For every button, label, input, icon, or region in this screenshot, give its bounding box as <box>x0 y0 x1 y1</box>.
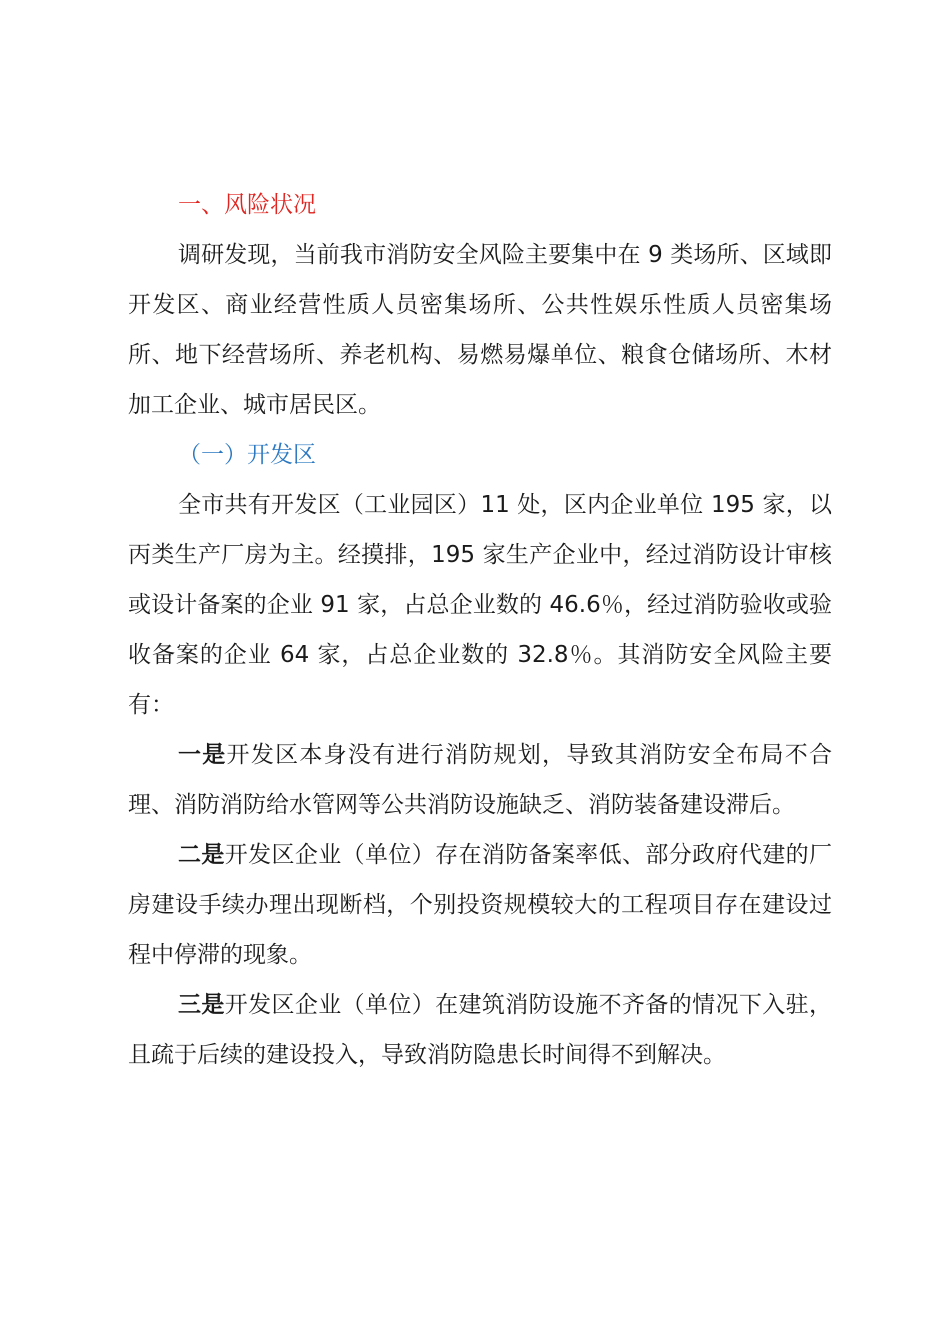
risk-point-3-lead: 三是 <box>178 992 225 1018</box>
risk-point-3 <box>128 980 832 1080</box>
risk-point-1-text: 开发区本身没有进行消防规划，导致其消防安全布局不合理、消防消防给水管网等公共消防设施缺乏、消防装备建设滞后。 <box>128 742 833 818</box>
risk-point-2-text: 开发区企业（单位）存在消防备案率低、部分政府代建的厂房建设手续办理出现断档，个别投资规模较大的工程项目存在建设过程中停滞的现象。 <box>128 842 833 968</box>
stats-paragraph: 全市共有开发区（工业园区）11 处，区内企业单位 195 家，以丙类生产厂房为主。经摸排，195 家生产企业中，经过消防设计审核或设计备案的企业 91 家，占总企业数的 46.6％，经过消防验收或验收备案的企业 64 家，占总企业数的 32.8％。其消防安全风险主要有： <box>128 492 832 718</box>
intro-paragraph: 调研发现，当前我市消防安全风险主要集中在 9 类场所、区域即开发区、商业经营性质人员密集场所、公共性娱乐性质人员密集场所、地下经营场所、养老机构、易燃易爆单位、粮食仓储场所、木材加工企业、城市居民区。 <box>128 242 832 418</box>
section-heading: 一、风险状况 <box>178 192 316 218</box>
document-page <box>128 180 832 1080</box>
subsection-heading: （一）开发区 <box>178 442 316 468</box>
risk-point-2 <box>128 830 832 980</box>
risk-point-3-text: 开发区企业（单位）在建筑消防设施不齐备的情况下入驻，且疏于后续的建设投入，导致消防隐患长时间得不到解决。 <box>128 992 833 1068</box>
risk-point-1 <box>128 730 832 830</box>
risk-point-2-lead: 二是 <box>178 842 225 868</box>
risk-point-1-lead: 一是 <box>178 742 227 768</box>
